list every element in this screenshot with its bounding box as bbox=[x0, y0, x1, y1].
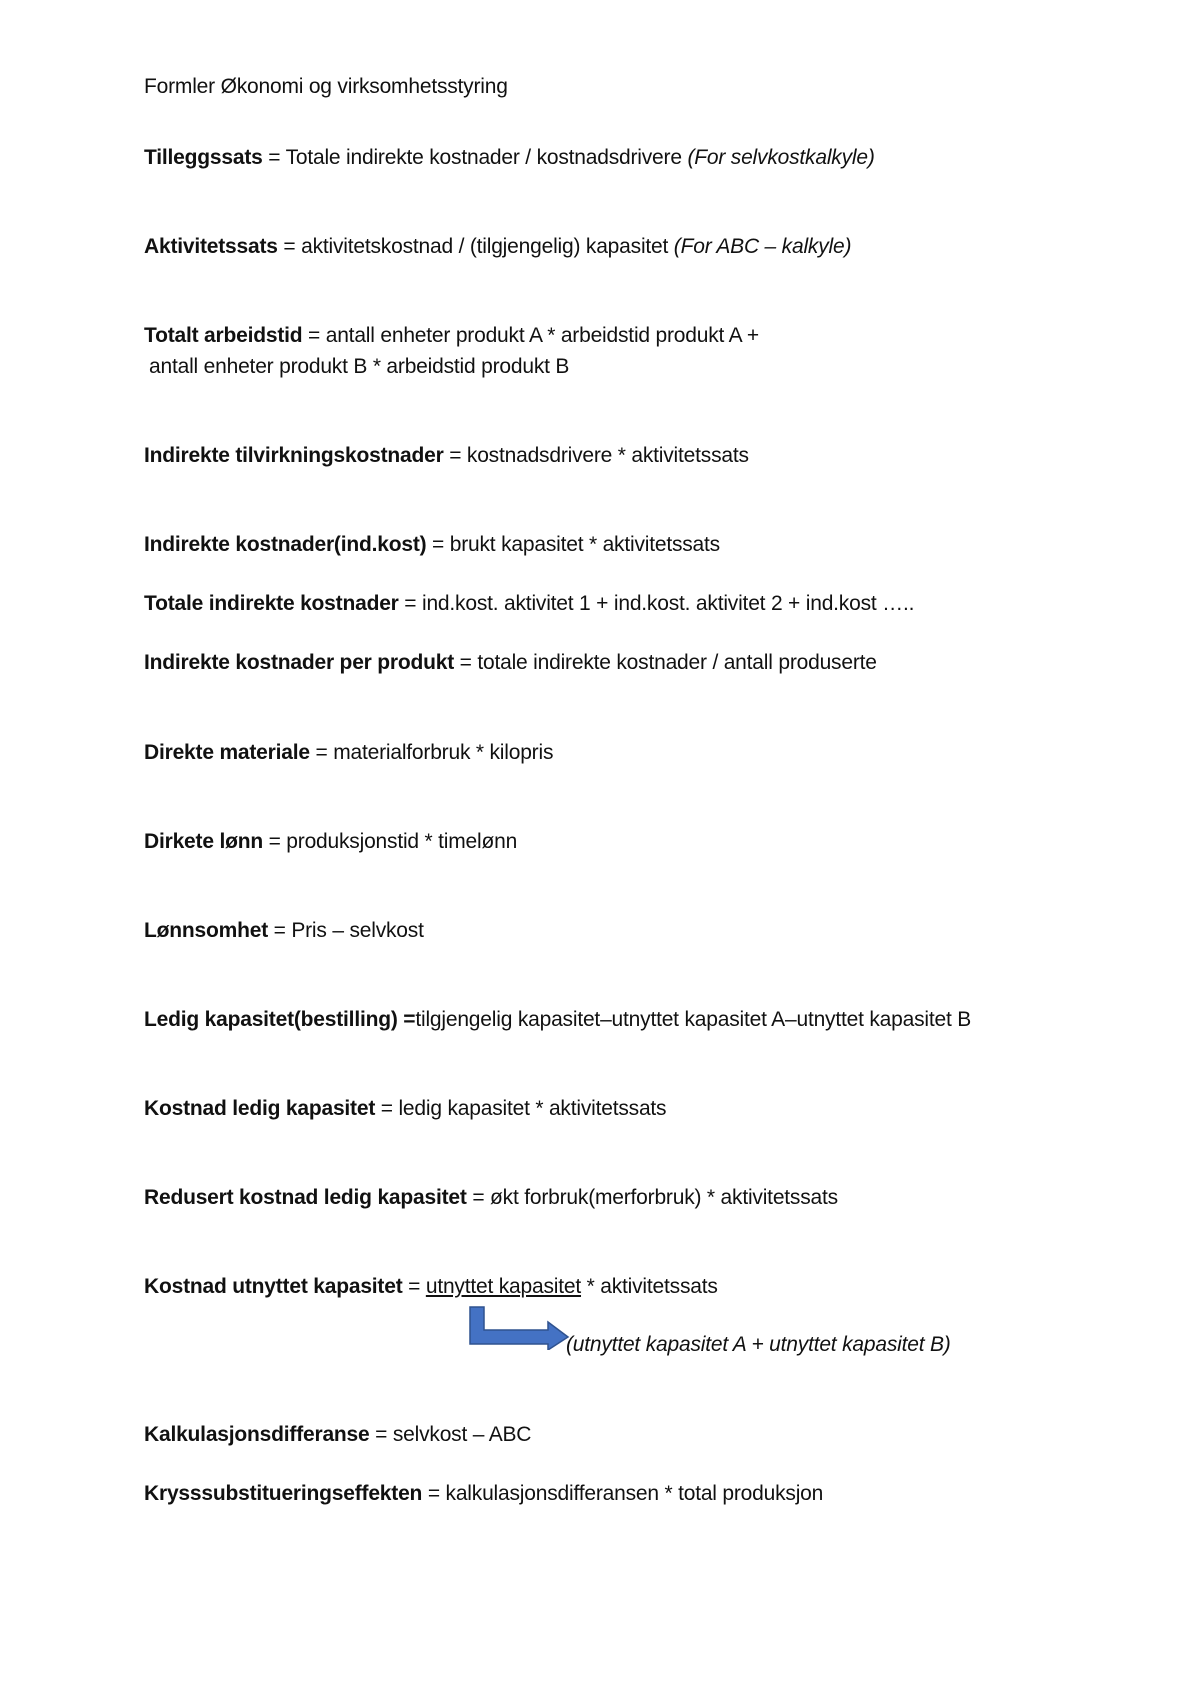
formula-indirekte-kostnader-per-produkt bbox=[144, 649, 877, 677]
formula-note: (For ABC – kalkyle) bbox=[673, 235, 852, 258]
formula-term: Dirkete lønn bbox=[144, 830, 263, 853]
formula-continuation: antall enheter produkt B * arbeidstid produkt B bbox=[149, 355, 570, 378]
formula-term: Krysssubstitueringseffekten bbox=[144, 1482, 423, 1505]
formula-rhs: = brukt kapasitet * aktivitetssats bbox=[426, 533, 720, 556]
formula-rhs-post: * aktivitetssats bbox=[581, 1275, 718, 1298]
formula-rhs: = produksjonstid * timelønn bbox=[262, 830, 518, 853]
formula-rhs: = selvkost – ABC bbox=[369, 1423, 532, 1446]
formula-rhs: tilgjengelig kapasitet–utnyttet kapasitet A–utnyttet kapasitet B bbox=[415, 1008, 972, 1031]
formula-totalt-arbeidstid-continuation bbox=[149, 353, 569, 381]
formula-rhs: = aktivitetskostnad / (tilgjengelig) kapasitet bbox=[277, 235, 674, 258]
formula-term: Indirekte tilvirkningskostnader bbox=[144, 444, 444, 467]
formula-rhs: = Totale indirekte kostnader / kostnadsdrivere bbox=[262, 146, 688, 169]
formula-term: Direkte materiale bbox=[144, 741, 310, 764]
formula-term: Indirekte kostnader per produkt bbox=[144, 651, 455, 674]
formula-indirekte-kostnader bbox=[144, 531, 720, 559]
formula-rhs: = kalkulasjonsdifferansen * total produksjon bbox=[422, 1482, 824, 1505]
formula-rhs: = materialforbruk * kilopris bbox=[309, 741, 554, 764]
formula-term: Kostnad utnyttet kapasitet bbox=[144, 1275, 403, 1298]
formula-rhs: = ind.kost. aktivitet 1 + ind.kost. aktivitet 2 + ind.kost ….. bbox=[398, 592, 915, 615]
formula-rhs-pre: = bbox=[402, 1275, 426, 1298]
formula-term: Totalt arbeidstid bbox=[144, 324, 303, 347]
formula-rhs: = antall enheter produkt A * arbeidstid produkt A + bbox=[302, 324, 759, 347]
arrow-note bbox=[566, 1331, 951, 1359]
formula-ledig-kapasitet bbox=[144, 1006, 971, 1034]
document-title bbox=[144, 73, 508, 101]
formula-kostnad-utnyttet-kapasitet bbox=[144, 1273, 718, 1301]
formula-totale-indirekte-kostnader bbox=[144, 590, 914, 618]
formula-tilleggssats bbox=[144, 144, 875, 172]
formula-term: Redusert kostnad ledig kapasitet bbox=[144, 1186, 467, 1209]
formula-krysssubstitueringseffekten bbox=[144, 1480, 823, 1508]
arrow-note-text: (utnyttet kapasitet A + utnyttet kapasitet B) bbox=[566, 1333, 951, 1356]
formula-totalt-arbeidstid bbox=[144, 322, 759, 350]
formula-lonnsomhet bbox=[144, 917, 424, 945]
formula-term: Aktivitetssats bbox=[144, 235, 278, 258]
formula-rhs: = kostnadsdrivere * aktivitetssats bbox=[443, 444, 749, 467]
formula-rhs: = Pris – selvkost bbox=[268, 919, 424, 942]
formula-term: Indirekte kostnader(ind.kost) bbox=[144, 533, 427, 556]
formula-kostnad-ledig-kapasitet bbox=[144, 1095, 666, 1123]
formula-direkte-lonn bbox=[144, 828, 517, 856]
formula-rhs: = totale indirekte kostnader / antall produserte bbox=[454, 651, 877, 674]
title-text: Formler Økonomi og virksomhetsstyring bbox=[144, 75, 508, 98]
formula-term: Kostnad ledig kapasitet bbox=[144, 1097, 376, 1120]
formula-direkte-materiale bbox=[144, 739, 553, 767]
formula-kalkulasjonsdifferanse bbox=[144, 1421, 531, 1449]
formula-rhs: = økt forbruk(merforbruk) * aktivitetssats bbox=[466, 1186, 838, 1209]
formula-note: (For selvkostkalkyle) bbox=[687, 146, 875, 169]
formula-term: Totale indirekte kostnader bbox=[144, 592, 399, 615]
formula-redusert-kostnad-ledig-kapasitet bbox=[144, 1184, 838, 1212]
formula-term: Lønnsomhet bbox=[144, 919, 268, 942]
formula-term: Kalkulasjonsdifferanse bbox=[144, 1423, 370, 1446]
bent-arrow-icon bbox=[468, 1306, 570, 1350]
formula-rhs-underlined: utnyttet kapasitet bbox=[425, 1275, 582, 1298]
formula-indirekte-tilvirkningskostnader bbox=[144, 442, 749, 470]
formula-term: Tilleggssats bbox=[144, 146, 263, 169]
formula-term: Ledig kapasitet(bestilling) = bbox=[144, 1008, 416, 1031]
formula-rhs: = ledig kapasitet * aktivitetssats bbox=[375, 1097, 667, 1120]
formula-aktivitetssats bbox=[144, 233, 851, 261]
